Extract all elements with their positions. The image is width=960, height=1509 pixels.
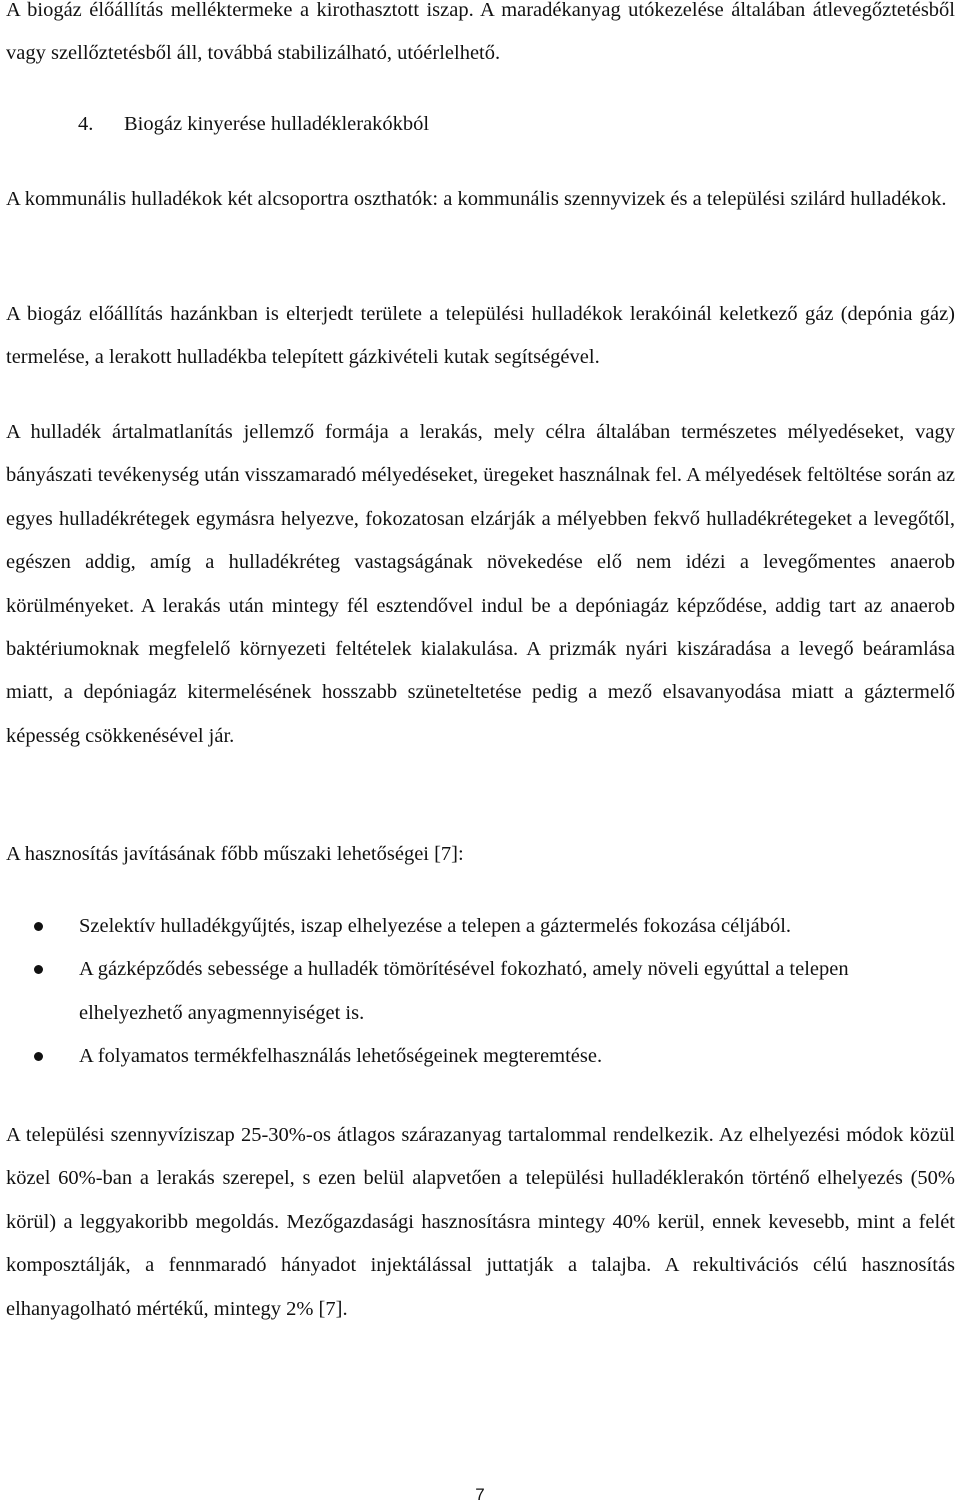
list-item-text: A folyamatos termékfelhasználás lehetőségeinek megteremtése. [79,1045,603,1068]
paragraph-landfill-gas: A biogáz előállítás hazánkban is elterjedt területe a települési hulladékok lerakóinál keletkező gáz (depónia gáz) termelése, a lerakott hulladékba telepített gázkivételi kutak segítségével. [6,303,955,369]
bullet-icon [34,1052,43,1061]
section-number: 4. [78,113,94,135]
intro-paragraph: A biogáz élőállítás melléktermeke a kirothasztott iszap. A maradékanyag utókezelése általában átlevegőztetésből vagy szellőztetésből áll, továbbá stabilizálható, utóérlelhető. [6,0,955,65]
list-item [0,948,949,1035]
list-item-text: A gázképződés sebessége a hulladék tömörítésével fokozható, amely növeli egyúttal a telepen elhelyezhető anyagmennyiséget is. [79,958,849,1024]
improvement-list [0,905,960,1079]
section-title: Biogáz kinyerése hulladéklerakókból [124,113,430,135]
list-item-text: Szelektív hulladékgyűjtés, iszap elhelyezése a telepen a gáztermelés fokozása céljából. [79,915,792,937]
list-item [0,905,949,948]
paragraph-sewage-sludge: A települési szennyvíziszap 25-30%-os átlagos szárazanyag tartalommal rendelkezik. Az elhelyezési módok közül közel 60%-ban a lerakás szerepel, s ezen belül alapvetően a települési hulladéklerakón történő elhelyezés (50% körül) a leggyakoribb megoldás. Mezőgazdasági hasznosításra mintegy 40% kerül, ennek kevesebb, mint a felét komposztálják, a fennmaradó hányadot injektálással juttatják a talajba. A rekultivációs célú hasznosítás elhanyagolható mértékű, mintegy 2% [7]. [6,1124,955,1320]
page-number: 7 [475,1485,485,1504]
paragraph-improvement-options: A hasznosítás javításának főbb műszaki lehetőségei [7]: [6,843,464,865]
bullet-icon [34,965,43,974]
list-item [0,1035,949,1078]
section-heading [78,103,429,146]
paragraph-communal-waste: A kommunális hulladékok két alcsoportra oszthatók: a kommunális szennyvizek és a települési szilárd hulladékok. [6,188,947,210]
paragraph-waste-disposal: A hulladék ártalmatlanítás jellemző formája a lerakás, mely célra általában természetes mélyedéseket, vagy bányászati tevékenység után visszamaradó mélyedéseket, üregeket használnak fel. A mélyedések feltöltése során az egyes hulladékrétegek egymásra helyezve, fokozatosan elzárják a mélyebben fekvő hulladékrétegeket a levegőtől, egészen addig, amíg a hulladékréteg vastagságának növekedése elő nem idézi a levegőmentes anaerob körülményeket. A lerakás után mintegy fél esztendővel indul be a depóniagáz képződése, addig tart az anaerob baktériumoknak megfelelő környezeti feltételek kialakulása. A prizmák nyári kiszáradása a levegő beáramlása miatt, a depóniagáz kitermelésének hosszabb szüneteltetése pedig a mező elsavanyodása miatt a gáztermelő képesség csökkenésével jár. [6,421,955,747]
bullet-icon [34,922,43,931]
